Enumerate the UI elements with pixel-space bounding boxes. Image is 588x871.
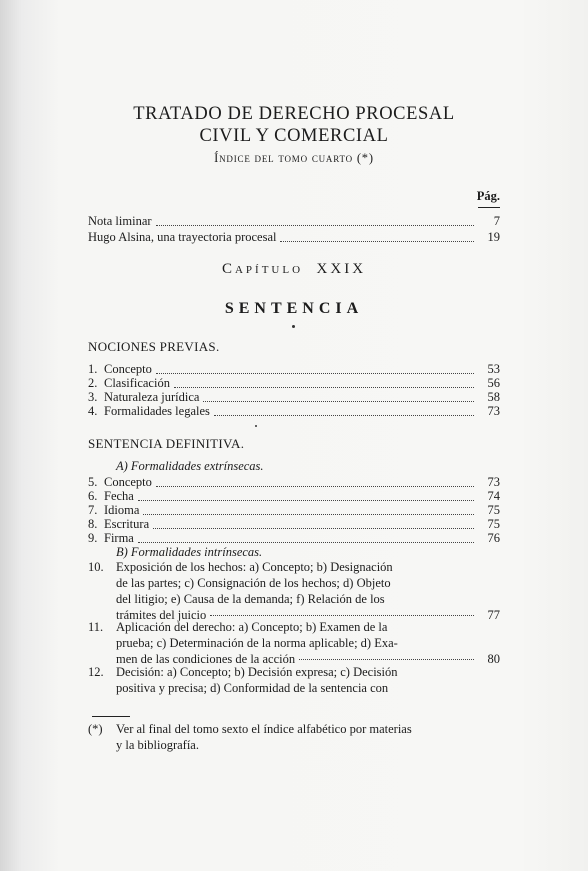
toc-entry xyxy=(88,475,500,489)
toc-entry-label: Escritura xyxy=(104,517,150,531)
chapter-title: SENTENCIA xyxy=(224,300,364,317)
footnote-line: y la bibliografía. xyxy=(116,738,199,752)
dot-leader xyxy=(174,386,474,388)
toc-entry-page: 73 xyxy=(487,475,500,489)
toc-entry-label: Concepto xyxy=(104,362,152,376)
toc-entry-page: 76 xyxy=(487,531,500,545)
chapter-word: Capítulo xyxy=(221,261,304,277)
toc-entry-number: 7. xyxy=(88,503,98,517)
toc-entry-line: de las partes; c) Consignación de los hechos; d) Objeto xyxy=(116,576,391,590)
page-column-rule xyxy=(478,207,500,208)
toc-entry-line: trámites del juicio xyxy=(116,608,207,622)
chapter-heading xyxy=(0,261,588,278)
toc-entry-label: Firma xyxy=(104,531,134,545)
toc-entry-number: 10. xyxy=(88,560,104,574)
dot-leader xyxy=(156,372,474,374)
footnote-marker: (*) xyxy=(88,722,103,736)
toc-entry-line: del litigio; e) Causa de la demanda; f) Relación de los xyxy=(116,592,385,606)
toc-entry-page: 80 xyxy=(487,652,500,666)
toc-entry-label: Formalidades legales xyxy=(104,404,210,418)
toc-entry xyxy=(88,230,500,244)
dot-leader xyxy=(138,541,474,543)
dot-leader xyxy=(156,224,474,226)
toc-entry-number: 9. xyxy=(88,531,98,545)
toc-long-entry xyxy=(88,664,500,696)
toc-entry-label: Concepto xyxy=(104,475,152,489)
chapter-number: XXIX xyxy=(316,261,367,277)
toc-entry-line: prueba; c) Determinación de la norma aplicable; d) Exa- xyxy=(116,636,398,650)
toc-entry-page: 75 xyxy=(487,517,500,531)
toc-entry xyxy=(88,503,500,517)
book-title xyxy=(0,103,588,147)
toc-entry xyxy=(88,390,500,404)
toc-entry-label: Naturaleza jurídica xyxy=(104,390,200,404)
section-heading-definitiva: SENTENCIA DEFINITIVA. xyxy=(88,436,245,451)
toc-entry-number: 4. xyxy=(88,404,98,418)
toc-entry-label: Fecha xyxy=(104,489,134,503)
toc-entry-number: 3. xyxy=(88,390,98,404)
subsection-intrinsecas: B) Formalidades intrínsecas. xyxy=(116,545,263,559)
footnote xyxy=(88,721,504,753)
toc-long-entry xyxy=(88,619,500,667)
book-title-line-2: CIVIL Y COMERCIAL xyxy=(199,126,389,146)
toc-entry-page: 73 xyxy=(487,404,500,418)
subsection-extrinsecas: A) Formalidades extrínsecas. xyxy=(116,459,264,473)
dot-leader xyxy=(143,513,474,515)
toc-entry xyxy=(88,489,500,503)
toc-entry-number: 5. xyxy=(88,475,98,489)
footnote-rule xyxy=(92,716,130,717)
ornament-dot xyxy=(255,425,257,427)
toc-entry-page: 75 xyxy=(487,503,500,517)
toc-long-entry xyxy=(88,559,500,623)
dot-leader xyxy=(210,614,474,616)
toc-entry xyxy=(88,214,500,228)
toc-entry-page: 56 xyxy=(487,376,500,390)
dot-leader xyxy=(203,400,474,402)
dot-leader xyxy=(299,658,474,660)
ornament-dot xyxy=(292,325,295,328)
toc-entry-number: 11. xyxy=(88,620,104,634)
toc-entry-page: 19 xyxy=(487,230,500,244)
toc-entry-number: 6. xyxy=(88,489,98,503)
toc-entry-page: 7 xyxy=(493,214,500,228)
toc-entry-line: men de las condiciones de la acción xyxy=(116,652,296,666)
page-column-header: Pág. xyxy=(476,189,500,203)
toc-entry xyxy=(88,517,500,531)
toc-entry xyxy=(88,376,500,390)
toc-entry-page: 77 xyxy=(487,608,500,622)
toc-entry-number: 12. xyxy=(88,665,104,679)
toc-entry-label: Clasificación xyxy=(104,376,170,390)
toc-entry-line: Aplicación del derecho: a) Concepto; b) Examen de la xyxy=(116,620,388,634)
dot-leader xyxy=(153,527,474,529)
toc-entry xyxy=(88,404,500,418)
toc-entry xyxy=(88,531,500,545)
toc-entry-label: Idioma xyxy=(104,503,140,517)
toc-entry-page: 53 xyxy=(487,362,500,376)
toc-entry-page: 74 xyxy=(487,489,500,503)
toc-entry-label: Nota liminar xyxy=(88,214,152,228)
toc-entry-label: Hugo Alsina, una trayectoria procesal xyxy=(88,230,277,244)
footnote-line: Ver al final del tomo sexto el índice alfabético por materias xyxy=(116,722,412,736)
dot-leader xyxy=(156,485,474,487)
dot-leader xyxy=(214,414,474,416)
index-subtitle: Índice del tomo cuarto (*) xyxy=(214,151,374,165)
toc-entry-number: 2. xyxy=(88,376,98,390)
dot-leader xyxy=(280,240,474,242)
dot-leader xyxy=(138,499,474,501)
toc-entry xyxy=(88,362,500,376)
toc-entry-number: 8. xyxy=(88,517,98,531)
toc-entry-number: 1. xyxy=(88,362,98,376)
toc-entry-line: positiva y precisa; d) Conformidad de la sentencia con xyxy=(116,681,389,695)
toc-entry-page: 58 xyxy=(487,390,500,404)
toc-entry-line: Exposición de los hechos: a) Concepto; b) Designación xyxy=(116,560,393,574)
toc-entry-line: Decisión: a) Concepto; b) Decisión expresa; c) Decisión xyxy=(116,665,398,679)
section-heading-nociones: NOCIONES PREVIAS. xyxy=(88,339,220,354)
book-title-line-1: TRATADO DE DERECHO PROCESAL xyxy=(133,104,455,124)
